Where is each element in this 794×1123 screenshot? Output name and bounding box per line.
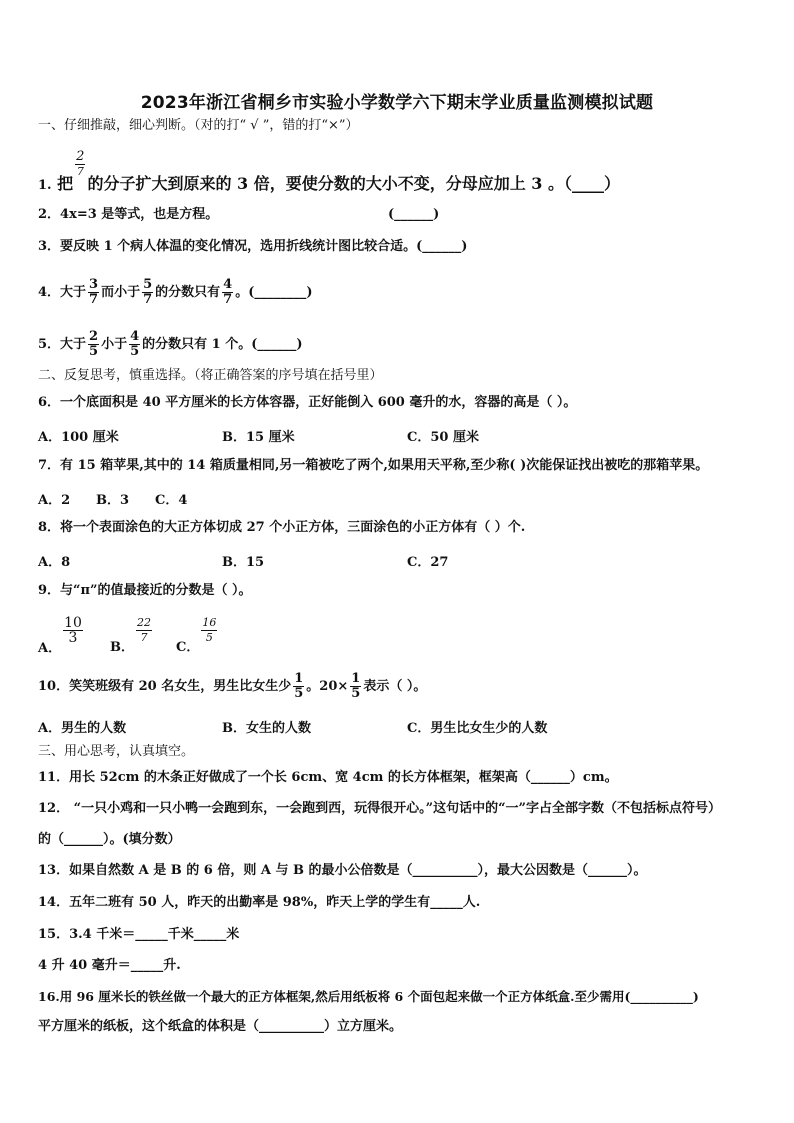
q4-f3-den: 7 [223, 292, 233, 307]
question-7: 7．有 15 箱苹果,其中的 14 箱质量相同,另一箱被吃了两个,如果用天平称,至少称( )次能保证找出被吃的那箱苹果。 [38, 458, 709, 473]
q9-option-b[interactable] [110, 616, 154, 665]
q1-pre: 把 [57, 174, 74, 193]
question-4 [38, 276, 313, 310]
q9-c-den: 5 [201, 630, 217, 645]
q9-option-a[interactable] [38, 616, 85, 666]
q9-a-num: 10 [64, 615, 82, 631]
q7-option-a[interactable]: A．2 [38, 493, 71, 508]
q9-c-fraction [201, 616, 217, 645]
q5-f2-num: 4 [130, 329, 140, 344]
question-12-line-2: 的（______）。(填分数） [38, 832, 181, 847]
q4-f1-den: 7 [89, 292, 99, 307]
q4-f3-num: 4 [223, 277, 233, 292]
q9-b-fraction [136, 616, 152, 645]
q9-b-num: 22 [137, 616, 151, 629]
q10-option-b[interactable]: B．女生的人数 [222, 721, 311, 736]
q10-f1-den: 5 [294, 686, 304, 701]
q1-frac-den: 7 [76, 165, 84, 178]
q8-option-a[interactable]: A．8 [38, 555, 71, 570]
q4-post: 。(________) [235, 285, 313, 300]
q9-option-c[interactable] [176, 616, 219, 665]
q4-mid2: 的分数只有 [155, 285, 221, 300]
q4-frac-3 [222, 278, 233, 307]
q5-frac-2 [129, 330, 140, 359]
q10-pre: 10．笑笑班级有 20 名女生，男生比女生少 [38, 679, 292, 694]
q9-a-fraction [63, 616, 83, 645]
question-9: 9．与“π”的值最接近的分数是（ ）。 [38, 583, 252, 598]
q2-text: 2．4x=3 是等式，也是方程。 [38, 207, 219, 222]
q6-option-c[interactable]: C．50 厘米 [407, 430, 479, 445]
q9-a-label: A． [38, 641, 62, 656]
q5-f1-den: 5 [89, 344, 99, 359]
q4-mid: 而小于 [101, 285, 141, 300]
section-3-heading: 三、用心思考，认真填空。 [38, 744, 195, 759]
q4-f2-den: 7 [143, 292, 153, 307]
q10-mid: 。20× [306, 679, 349, 694]
q2-answer-blank[interactable]: (______) [388, 207, 440, 222]
q6-option-a[interactable]: A．100 厘米 [38, 430, 119, 445]
question-15-line-2: 4 升 40 毫升＝_____升. [38, 958, 181, 973]
q1-frac-num: 2 [76, 149, 85, 164]
q10-post: 表示（ ）。 [363, 679, 427, 694]
q4-pre: 4．大于 [38, 285, 87, 300]
q9-c-num: 16 [202, 616, 217, 629]
q5-f1-num: 2 [89, 329, 99, 344]
q10-frac-2 [350, 672, 361, 701]
question-10 [38, 670, 426, 704]
q5-frac-1 [88, 330, 99, 359]
q10-f1-num: 1 [294, 671, 304, 686]
question-8: 8．将一个表面涂色的大正方体切成 27 个小正方体，三面涂色的小正方体有（ ）个. [38, 520, 526, 535]
q5-pre: 5．大于 [38, 337, 87, 352]
q4-frac-1 [88, 278, 99, 307]
q5-post: 的分数只有 1 个。(______) [142, 337, 303, 352]
q5-f2-den: 5 [130, 344, 140, 359]
question-16-line-2: 平方厘米的纸板，这个纸盒的体积是（__________）立方厘米。 [38, 1019, 403, 1034]
q9-c-label: C． [176, 640, 200, 655]
question-2 [38, 206, 218, 224]
page-title: 2023年浙江省桐乡市实验小学数学六下期末学业质量监测模拟试题 [140, 93, 654, 113]
q1-number: 1. [38, 178, 52, 193]
q9-b-label: B． [110, 640, 134, 655]
q10-frac-1 [293, 672, 304, 701]
q10-f2-den: 5 [351, 686, 361, 701]
q4-f2-num: 5 [143, 277, 153, 292]
q10-option-c[interactable]: C．男生比女生少的人数 [407, 721, 548, 736]
q1-fraction [75, 150, 85, 179]
q10-f2-num: 1 [351, 671, 361, 686]
question-14: 14．五年二班有 50 人，昨天的出勤率是 98%，昨天上学的学生有_____人. [38, 895, 481, 910]
question-6: 6．一个底面积是 40 平方厘米的长方体容器，正好能倒入 600 毫升的水，容器的高是（ ）。 [38, 395, 577, 410]
q7-option-c[interactable]: C．4 [155, 493, 188, 508]
question-1 [38, 150, 620, 201]
question-3: 3．要反映 1 个病人体温的变化情况，选用折线统计图比较合适。(______) [38, 239, 468, 254]
question-13: 13．如果自然数 A 是 B 的 6 倍，则 A 与 B 的最小公倍数是（__________），最大公因数是（______）。 [38, 863, 647, 878]
q6-option-b[interactable]: B．15 厘米 [222, 430, 295, 445]
q8-option-c[interactable]: C．27 [407, 555, 449, 570]
q9-b-den: 7 [136, 630, 152, 645]
question-15-line-1: 15．3.4 千米＝_____千米_____米 [38, 927, 240, 942]
q9-a-den: 3 [63, 630, 83, 645]
question-12-line-1: 12． “一只小鸡和一只小鸭一会跑到东，一会跑到西，玩得很开心。”这句话中的“一”字占全部字数（不包括标点符号） [38, 801, 722, 816]
question-5 [38, 328, 303, 362]
question-16-line-1: 16.用 96 厘米长的铁丝做一个最大的正方体框架,然后用纸板将 6 个面包起来做一个正方体纸盒.至少需用(__________) [38, 989, 699, 1004]
q10-option-a[interactable]: A．男生的人数 [38, 721, 127, 736]
question-11: 11．用长 52cm 的木条正好做成了一个长 6cm、宽 4cm 的长方体框架，框架高（______）cm。 [38, 770, 618, 785]
q4-f1-num: 3 [89, 277, 99, 292]
section-1-heading: 一、仔细推敲，细心判断。（对的打“ √ ”，错的打“×”） [38, 118, 359, 133]
q1-post: 的分子扩大到原来的 3 倍，要使分数的大小不变，分母应加上 3 。（____） [87, 174, 621, 193]
q5-mid: 小于 [101, 337, 128, 352]
q7-option-b[interactable]: B．3 [96, 493, 130, 508]
q4-frac-2 [142, 278, 153, 307]
q8-option-b[interactable]: B．15 [222, 555, 265, 570]
section-2-heading: 二、反复思考，慎重选择。（将正确答案的序号填在括号里） [38, 368, 383, 383]
